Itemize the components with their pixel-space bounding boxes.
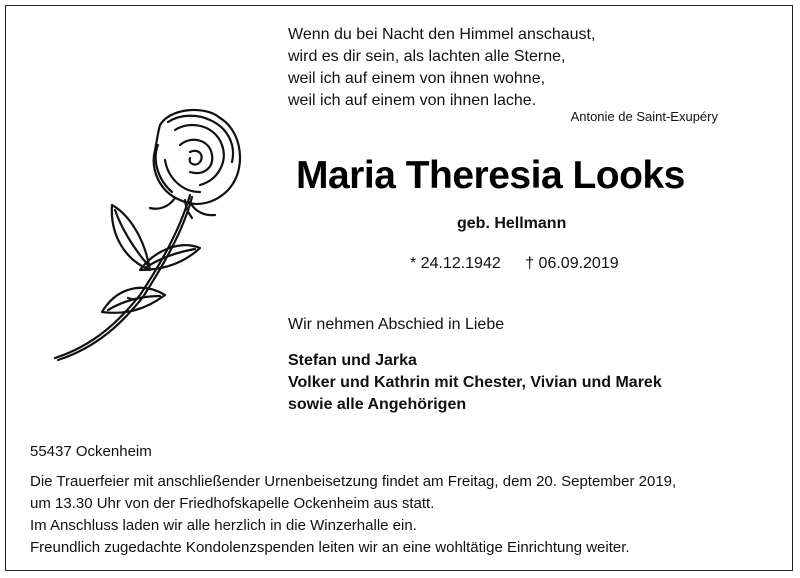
poem-author: Antonie de Saint-Exupéry <box>570 109 718 124</box>
rose-icon <box>40 100 250 370</box>
death-date: † 06.09.2019 <box>525 255 619 272</box>
mourner-line: Volker und Kathrin mit Chester, Vivian und Marek <box>288 374 662 391</box>
info-line: um 13.30 Uhr von der Friedhofskapelle Ockenheim aus statt. <box>30 495 435 512</box>
mourner-line: sowie alle Angehörigen <box>288 396 467 413</box>
mourner-line: Stefan und Jarka <box>288 352 417 369</box>
deceased-name: Maria Theresia Looks <box>296 154 685 197</box>
poem-line: wird es dir sein, als lachten alle Sterne, <box>288 48 566 65</box>
life-dates <box>410 255 619 273</box>
farewell-text: Wir nehmen Abschied in Liebe <box>288 316 505 333</box>
mourners-list <box>288 350 662 416</box>
poem-line: weil ich auf einem von ihnen wohne, <box>288 70 546 87</box>
place: 55437 Ockenheim <box>30 443 152 460</box>
info-line: Die Trauerfeier mit anschließender Urnenbeisetzung findet am Freitag, dem 20. September 2019, <box>30 473 677 490</box>
birth-name: geb. Hellmann <box>457 215 567 232</box>
poem-line: weil ich auf einem von ihnen lache. <box>288 92 537 109</box>
info-line: Freundlich zugedachte Kondolenzspenden leiten wir an eine wohltätige Einrichtung weiter. <box>30 539 630 556</box>
poem-line: Wenn du bei Nacht den Himmel anschaust, <box>288 26 596 43</box>
info-line: Im Anschluss laden wir alle herzlich in die Winzerhalle ein. <box>30 517 417 534</box>
poem <box>288 24 595 112</box>
service-info <box>30 471 676 559</box>
birth-date: * 24.12.1942 <box>410 255 501 272</box>
